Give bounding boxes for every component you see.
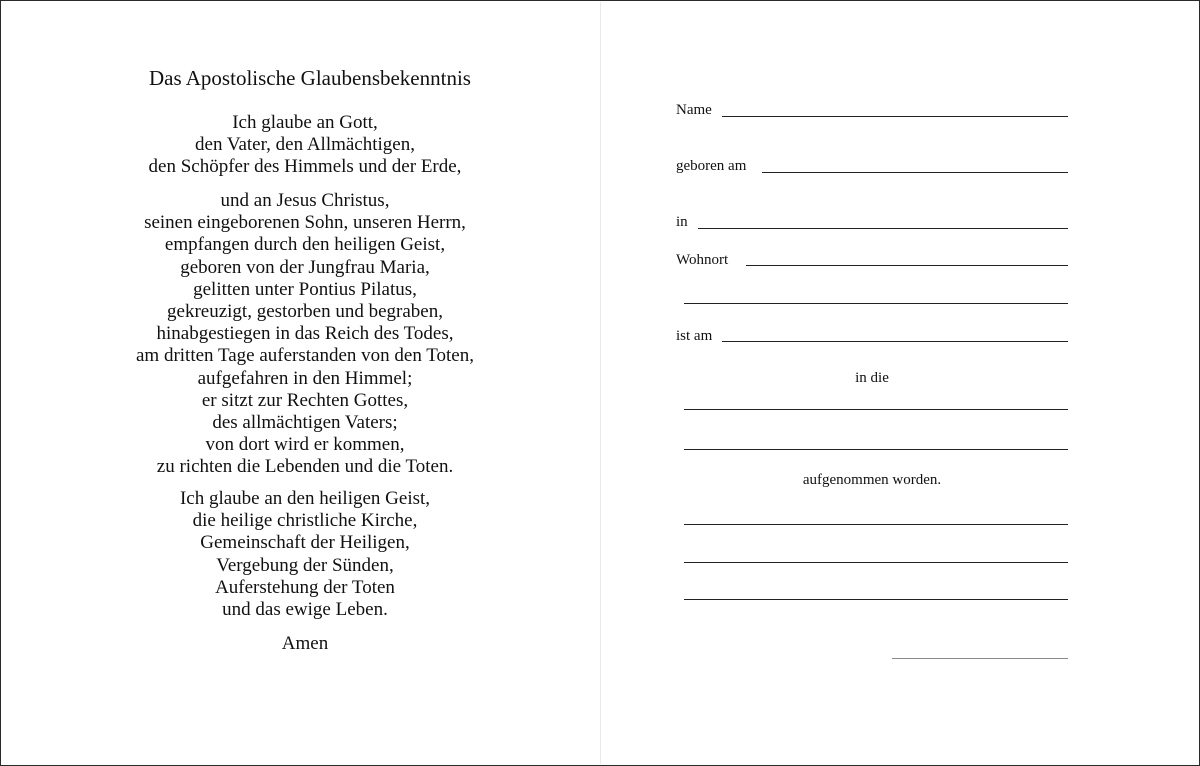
creed-line: seinen eingeborenen Sohn, unseren Herrn, — [144, 212, 466, 234]
name-field-line[interactable] — [722, 116, 1068, 117]
creed-line: die heilige christliche Kirche, — [192, 510, 418, 532]
creed-line: Gemeinschaft der Heiligen, — [200, 532, 410, 554]
creed-line: geboren von der Jungfrau Maria, — [180, 256, 430, 278]
date-field-line[interactable] — [722, 341, 1068, 342]
creed-line: er sitzt zur Rechten Gottes, — [201, 389, 409, 411]
creed-line: zu richten die Lebenden und die Toten. — [156, 456, 454, 478]
residence-field-line[interactable] — [746, 265, 1068, 266]
creed-line: gelitten unter Pontius Pilatus, — [193, 278, 417, 300]
name-label: Name — [676, 102, 712, 118]
creed-line: den Schöpfer des Himmels und der Erde, — [148, 156, 462, 178]
stamp-line[interactable] — [892, 658, 1068, 659]
creed-amen: Amen — [281, 633, 329, 654]
creed-line: Ich glaube an den heiligen Geist, — [179, 488, 431, 509]
creed-line: aufgefahren in den Himmel; — [197, 367, 413, 389]
creed-line: Ich glaube an Gott, — [232, 112, 378, 133]
birthplace-label: in — [676, 214, 688, 230]
birthdate-field-line[interactable] — [762, 172, 1068, 173]
birthplace-field-line[interactable] — [698, 228, 1068, 229]
residence-label: Wohnort — [676, 252, 729, 268]
community-line-2[interactable] — [684, 449, 1068, 450]
creed-line: Vergebung der Sünden, — [216, 554, 394, 576]
creed-line: Auferstehung der Toten — [215, 576, 395, 598]
residence-extra-line[interactable] — [684, 303, 1068, 304]
creed-line: am dritten Tage auferstanden von den Toten, — [135, 345, 474, 367]
signature-line-2[interactable] — [684, 562, 1068, 563]
creed-stanza-3 — [0, 488, 610, 621]
community-line-1[interactable] — [684, 409, 1068, 410]
into-text: in die — [855, 370, 889, 386]
birthdate-label: geboren am — [676, 158, 747, 174]
accepted-text: aufgenommen worden. — [802, 472, 942, 488]
creed-line: und das ewige Leben. — [222, 598, 388, 620]
creed-line: und an Jesus Christus, — [220, 190, 390, 211]
creed-stanza-2 — [0, 190, 610, 478]
signature-line-1[interactable] — [684, 524, 1068, 525]
creed-line: des allmächtigen Vaters; — [212, 411, 398, 433]
signature-line-3[interactable] — [684, 599, 1068, 600]
creed-line: gekreuzigt, gestorben und begraben, — [167, 300, 443, 322]
creed-stanza-1 — [0, 112, 610, 179]
creed-line: empfangen durch den heiligen Geist, — [164, 234, 446, 256]
creed-title: Das Apostolische Glaubensbekenntnis — [149, 66, 471, 90]
creed-line: den Vater, den Allmächtigen, — [195, 134, 415, 156]
date-label: ist am — [676, 328, 713, 344]
creed-line: hinabgestiegen in das Reich des Todes, — [156, 323, 454, 345]
creed-line: von dort wird er kommen, — [205, 434, 405, 456]
